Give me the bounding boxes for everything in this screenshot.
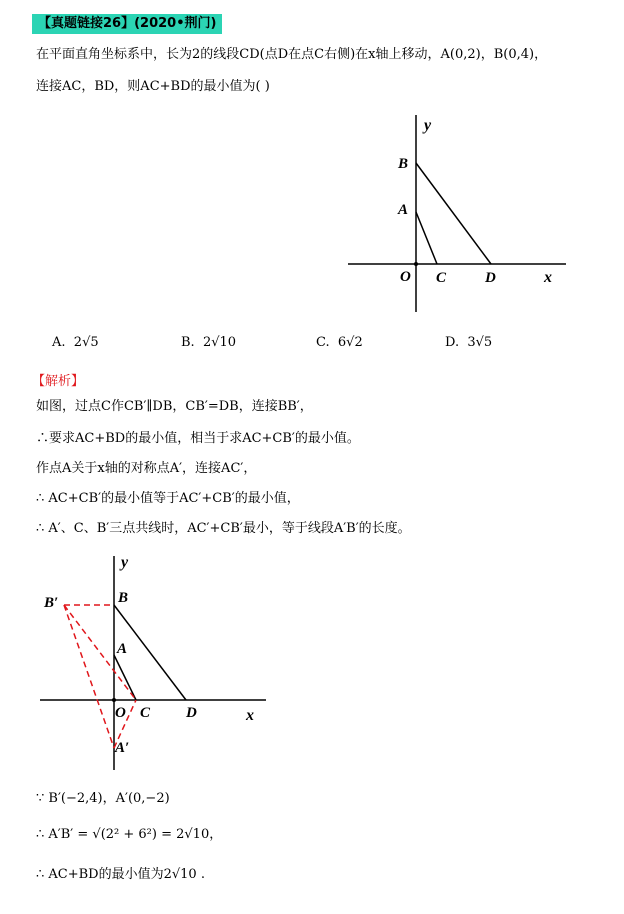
fig2-dashed-apbp bbox=[64, 605, 114, 748]
solution-line-5: ∴ A′、C、B′三点共线时，AC′+CB′最小，等于线段A′B′的长度。 bbox=[36, 521, 411, 536]
analysis-tag: 【解析】 bbox=[32, 374, 85, 389]
fig2-label-ap: A′ bbox=[115, 740, 130, 756]
conclusion-line-2: ∴ A′B′ = √(2² + 6²) = 2√10， bbox=[36, 827, 223, 842]
fig2-origin-dot bbox=[112, 698, 116, 702]
solution-line-1: 如图，过点C作CB′∥DB，CB′=DB，连接BB′， bbox=[36, 399, 313, 414]
solution-line-2: ∴要求AC+BD的最小值，相当于求AC+CB′的最小值。 bbox=[36, 431, 360, 446]
option-a[interactable]: A. 2√5 bbox=[52, 335, 99, 350]
fig2-label-b: B bbox=[118, 590, 129, 606]
fig1-label-c: C bbox=[436, 270, 447, 286]
fig2-label-y: y bbox=[121, 554, 129, 571]
fig2-label-bp: B′ bbox=[44, 595, 59, 611]
option-d[interactable]: D. 3√5 bbox=[445, 335, 493, 350]
fig1-label-x: x bbox=[544, 269, 552, 286]
fig2-label-c: C bbox=[140, 705, 151, 721]
option-b[interactable]: B. 2√10 bbox=[181, 335, 237, 350]
fig1-label-o: O bbox=[400, 269, 411, 285]
fig1-label-b: B bbox=[398, 156, 409, 172]
fig2-label-d: D bbox=[186, 705, 197, 721]
fig2-label-a: A bbox=[117, 641, 128, 657]
fig2-segment-ac bbox=[114, 655, 136, 700]
solution-line-3: 作点A关于x轴的对称点A′，连接AC′， bbox=[36, 461, 257, 476]
question-line-1: 在平面直角坐标系中，长为2的线段CD(点D在点C右侧)在x轴上移动，A(0,2)，B(0,4)， bbox=[36, 47, 548, 62]
option-c[interactable]: C. 6√2 bbox=[316, 335, 363, 350]
fig1-label-a: A bbox=[398, 202, 409, 218]
question-line-2: 连接AC，BD，则AC+BD的最小值为( ) bbox=[36, 79, 270, 94]
fig1-label-y: y bbox=[424, 117, 432, 134]
fig2-label-o: O bbox=[115, 705, 126, 721]
conclusion-line-3: ∴ AC+BD的最小值为2√10 . bbox=[36, 867, 205, 882]
conclusion-line-1: ∵ B′(−2,4)，A′(0,−2) bbox=[36, 791, 170, 806]
fig2-label-x: x bbox=[246, 707, 254, 724]
problem-header: 【真题链接26】(2020•荆门) bbox=[32, 14, 222, 34]
solution-line-4: ∴ AC+CB′的最小值等于AC′+CB′的最小值， bbox=[36, 491, 300, 506]
fig1-label-d: D bbox=[485, 270, 496, 286]
